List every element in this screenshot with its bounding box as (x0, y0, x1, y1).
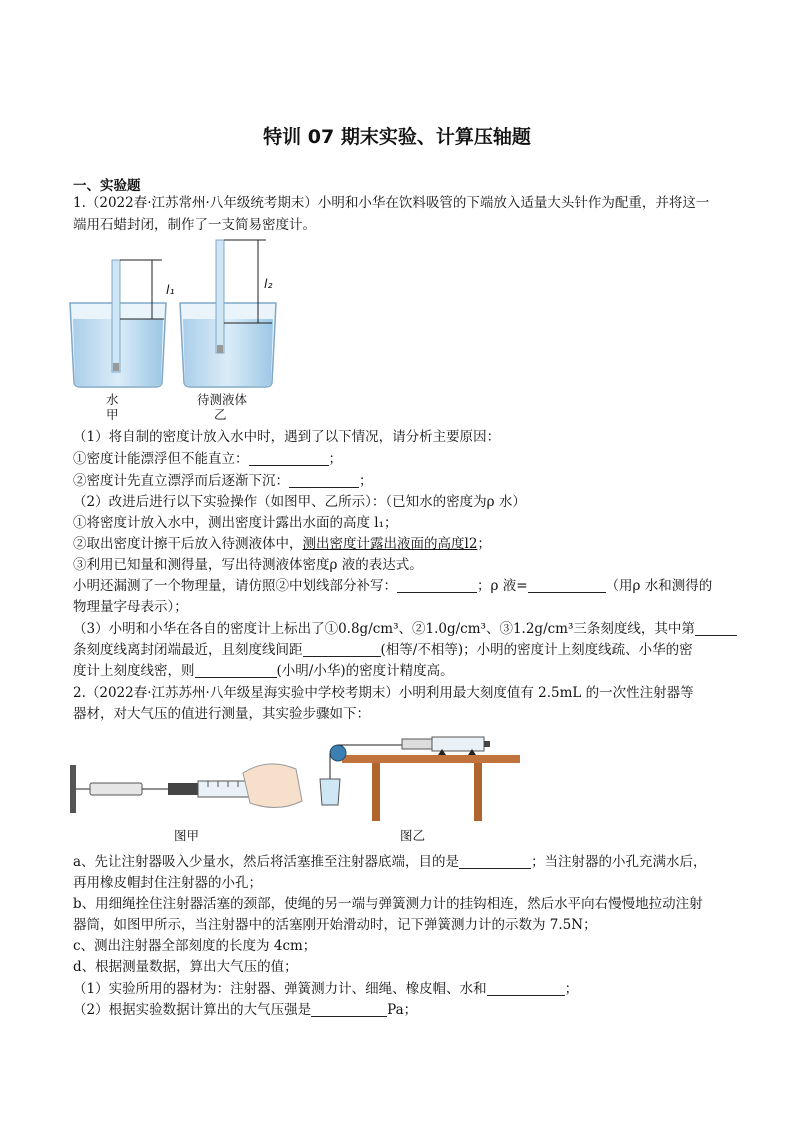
q2-step-a-text: a、先让注射器吸入少量水，然后将活塞推至注射器底端，目的是 (73, 854, 460, 870)
q1-part2: （2）改进后进行以下实验操作（如图甲、乙所示）：（已知水的密度为ρ 水） (73, 494, 526, 510)
label-fig-a: 图甲 (174, 828, 200, 843)
answer-blank[interactable] (311, 1001, 387, 1017)
q2-sub1-end: ； (564, 981, 579, 997)
q1-part3c (73, 661, 733, 681)
q1-part2b-underlined: 测出密度计露出液面的高度l2 (302, 536, 478, 552)
answer-blank[interactable] (195, 662, 277, 678)
answer-blank[interactable] (397, 577, 477, 593)
label-yi: 乙 (214, 407, 227, 422)
q2-step-b2: 器筒，如图甲所示，当注射器中的活塞刚开始滑动时，记下弹簧测力计的示数为 7.5N； (73, 917, 597, 933)
answer-blank[interactable] (289, 472, 359, 488)
q2-sub1 (73, 979, 733, 999)
section-heading: 一、实验题 (73, 178, 141, 194)
q2-stem-line1: 2.（2022春·江苏苏州·八年级星海实验中学校考期末）小明利用最大刻度值有 2.5mL 的一次性注射器等 (73, 685, 694, 701)
q2-step-c: c、测出注射器全部刻度的长度为 4cm； (73, 938, 317, 954)
label-jia: 甲 (106, 407, 119, 422)
page-title: 特训 07 期末实验、计算压轴题 (263, 126, 531, 148)
q1-part3a-text: （3）小明和小华在各自的密度计上标出了①0.8g/cm³、②1.0g/cm³、③1.2g/cm³三条刻度线，其中第 (73, 621, 695, 637)
q1-part2b-end: ； (477, 536, 491, 552)
q2-stem-line2: 器材，对大气压的值进行测量，其实验步骤如下： (73, 706, 370, 722)
answer-blank[interactable] (695, 620, 737, 636)
q1-part1a-text: ①密度计能漂浮但不能直立： (73, 451, 249, 467)
q1-part3b (73, 640, 733, 660)
q1-part3a (73, 619, 733, 639)
q1-part2d-text: 小明还漏测了一个物理量，请仿照②中划线部分补写： (73, 578, 397, 594)
label-l1: l₁ (166, 282, 175, 297)
q2-step-a-end: ；当注射器的小孔充满水后， (531, 854, 707, 870)
answer-blank[interactable] (303, 641, 381, 657)
syringe-figure-a (68, 755, 308, 825)
answer-blank[interactable] (459, 853, 531, 869)
q1-part1: （1）将自制的密度计放入水中时，遇到了以下情况，请分析主要原因： (73, 429, 501, 445)
q1-part1b-end: ； (359, 473, 373, 489)
answer-blank[interactable] (528, 577, 606, 593)
beaker-liquid (180, 240, 276, 387)
q1-part2b-text: ②取出密度计擦干后放入待测液体中， (73, 536, 303, 552)
q1-part3c-end: (小明/小华)的密度计精度高。 (276, 663, 454, 679)
q2-step-a2: 再用橡皮帽封住注射器的小孔； (73, 875, 262, 891)
q1-part2d-end: （用ρ 水和测得的 (605, 578, 713, 594)
q1-part2a: ①将密度计放入水中，测出密度计露出水面的高度 l₁； (73, 515, 398, 531)
answer-blank[interactable] (249, 450, 329, 466)
q2-sub2-end: Pa； (387, 1002, 418, 1018)
label-l2: l₂ (264, 276, 273, 291)
q1-part2c: ③利用已知量和测得量，写出待测液体密度ρ 液的表达式。 (73, 557, 423, 573)
q1-part1a-end: ； (328, 451, 342, 467)
q1-part3b-text: 条刻度线离封闭端最近，且刻度线间距 (73, 642, 303, 658)
q2-step-b1: b、用细绳拴住注射器活塞的颈部，使绳的另一端与弹簧测力计的挂钩相连，然后水平向右慢慢地拉动注射 (73, 896, 703, 912)
q1-stem-line1: 1.（2022春·江苏常州·八年级统考期末）小明和小华在饮料吸管的下端放入适量大头针作为配重，并将这一 (73, 195, 710, 211)
q1-part1a (73, 449, 733, 469)
q1-part1b-text: ②密度计先直立漂浮而后逐渐下沉： (73, 473, 289, 489)
syringe-figure-b (312, 733, 524, 825)
q2-sub1-text: （1）实验所用的器材为：注射器、弹簧测力计、细绳、橡皮帽、水和 (73, 981, 487, 997)
beaker-figure (60, 235, 290, 425)
answer-blank[interactable] (487, 980, 565, 996)
q1-part1b (73, 471, 733, 491)
q2-sub2 (73, 1000, 733, 1020)
q1-part3b-end: (相等/不相等)；小明的密度计上刻度线疏、小华的密 (380, 642, 693, 658)
q1-stem-line2: 端用石蜡封闭，制作了一支简易密度计。 (73, 217, 316, 233)
q1-part2d (73, 576, 733, 596)
q2-step-a (73, 852, 733, 872)
q1-part2b (73, 534, 733, 554)
beaker-water (70, 260, 166, 387)
label-water: 水 (106, 392, 119, 407)
q2-sub2-text: （2）根据实验数据计算出的大气压强是 (73, 1002, 312, 1018)
q1-part2d-mid: ；ρ 液= (477, 578, 528, 594)
q1-part3c-text: 度计上刻度线密，则 (73, 663, 195, 679)
label-fig-b: 图乙 (400, 828, 426, 843)
q1-part2e: 物理量字母表示）； (73, 599, 188, 615)
label-liquid: 待测液体 (197, 392, 248, 407)
q2-step-d: d、根据测量数据，算出大气压的值； (73, 959, 298, 975)
